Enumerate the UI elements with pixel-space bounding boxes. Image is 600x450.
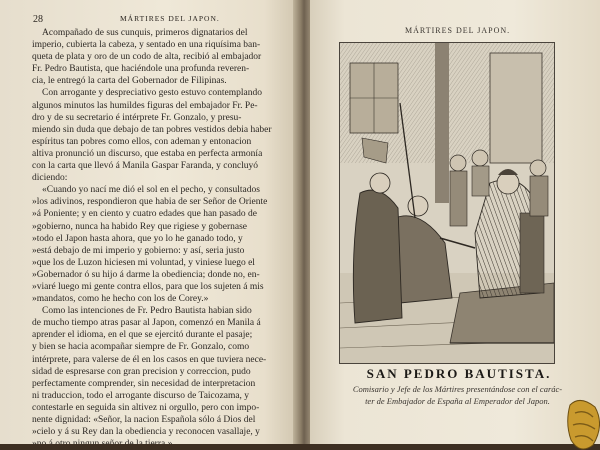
running-head-left: MÁRTIRES DEL JAPON. bbox=[120, 14, 220, 23]
text-line: contestarle en seguida sin altivez ni orgullo, pero con impo- bbox=[32, 402, 260, 413]
text-line: »cielo y á su Rey dan la obediencia y reconocen vasallaje, y bbox=[32, 427, 260, 438]
plate-title: SAN PEDRO BAUTISTA. bbox=[366, 366, 552, 381]
text-line: de mucho tiempo atras pasar al Japon, comenzó en Manila á bbox=[32, 318, 261, 329]
text-line: cia, le entregó la carta del Gobernador de Filipinas. bbox=[32, 76, 227, 87]
text-line: »todo el Japon hasta ahora, que yo lo he ganado todo, y bbox=[32, 233, 243, 244]
caption-line-2: ter de Embajador de España al Emperador del Japon. bbox=[365, 396, 550, 406]
engraving-illustration bbox=[340, 43, 554, 363]
caption-line-1: Comisario y Jefe de los Mártires presentándose con el carác- bbox=[352, 384, 563, 394]
friar-standing bbox=[353, 190, 402, 323]
text-line: Como las intenciones de Fr. Pedro Bautista habian sido bbox=[42, 306, 252, 317]
doorway bbox=[490, 53, 542, 163]
text-line: algunos minutos las humildes figuras del embajador Fr. Pe- bbox=[32, 100, 258, 111]
text-line: Acompañado de sus cunquis, primeros dignatarios del bbox=[42, 28, 248, 38]
text-line: imperio, cubierta la cabeza, y sentado en una riquísima ban- bbox=[32, 40, 261, 51]
running-head-right: MÁRTIRES DEL JAPON. bbox=[405, 26, 511, 35]
text-line: Con arrogante y despreciativo gesto estuvo contemplando bbox=[42, 88, 263, 99]
text-line: »Gobernador ó su hijo á darme la obediencia; donde no, en- bbox=[32, 269, 260, 280]
text-line: Fr. Pedro Bautista, que haciéndole una profunda reveren- bbox=[32, 64, 250, 75]
page-number: 28 bbox=[33, 14, 43, 25]
text-line: »á Poniente; y en ciento y cuatro edades que han pasado de bbox=[32, 209, 258, 220]
text-line: aprender el idioma, en el que se ejercitó durante el pasaje; bbox=[32, 330, 253, 341]
text-line: sidad de espresarse con gran precision y correccion, pudo bbox=[32, 366, 251, 377]
text-line: altiva pronunció un discurso, que estaba en perfecta armonía bbox=[32, 148, 263, 159]
text-line: ni traduccion, todo el arrogante discurso de Taicozama, y bbox=[32, 390, 250, 401]
text-line: perfectamente comprender, sin necesidad de interpretacion bbox=[32, 378, 256, 389]
body-text bbox=[32, 27, 278, 450]
text-line: »gobierno, nunca ha habido Rey que rigiese y gobernase bbox=[32, 221, 248, 232]
engraving-plate bbox=[339, 42, 555, 364]
text-line: espíritus tan pobres como ellos, con ademan y entonacion bbox=[32, 136, 252, 147]
text-line: «Cuando yo nací me dió el sol en el pecho, y consultados bbox=[42, 185, 260, 196]
text-line: miendo sin duda que debajo de tan pobres vestidos debia haber bbox=[32, 124, 272, 135]
text-line: con la carta que llevó á Manila Gaspar Faranda, y concluyó bbox=[32, 161, 259, 172]
plate-caption bbox=[330, 383, 585, 407]
book-edge bbox=[0, 444, 600, 450]
text-line: »los adivinos, respondieron que habia de ser Señor de Oriente bbox=[32, 197, 268, 208]
tassel-icon bbox=[565, 395, 600, 450]
text-line: »que los de Luzon hiciesen mi voluntad, y viniese luego el bbox=[32, 257, 255, 268]
text-line: y bien se hacia acompañar siempre de Fr. Gonzalo, como bbox=[32, 342, 250, 353]
text-line: »está debajo de mi imperio y gobierno: y así, seria justo bbox=[32, 245, 245, 256]
text-line: queta de plata y oro de un codo de alta, recibió al embajador bbox=[32, 52, 262, 63]
text-line: »viaré luego mi gente contra ellos, para que los sujeten á mis bbox=[32, 281, 264, 292]
text-line: »mandatos, como he hecho con los de Corey.» bbox=[32, 294, 209, 305]
column bbox=[435, 43, 449, 203]
right-page bbox=[310, 0, 600, 450]
throne bbox=[520, 213, 544, 293]
text-line: intérprete, para valerse de él en los casos en que tuviera nece- bbox=[32, 354, 267, 365]
text-line: dro y de su secretario é intérprete Fr. Gonzalo, y presu- bbox=[32, 112, 242, 123]
text-line: diciendo: bbox=[32, 173, 68, 184]
text-line: nente dignidad: «Señor, la nacion Española sólo á Dios del bbox=[32, 415, 256, 425]
